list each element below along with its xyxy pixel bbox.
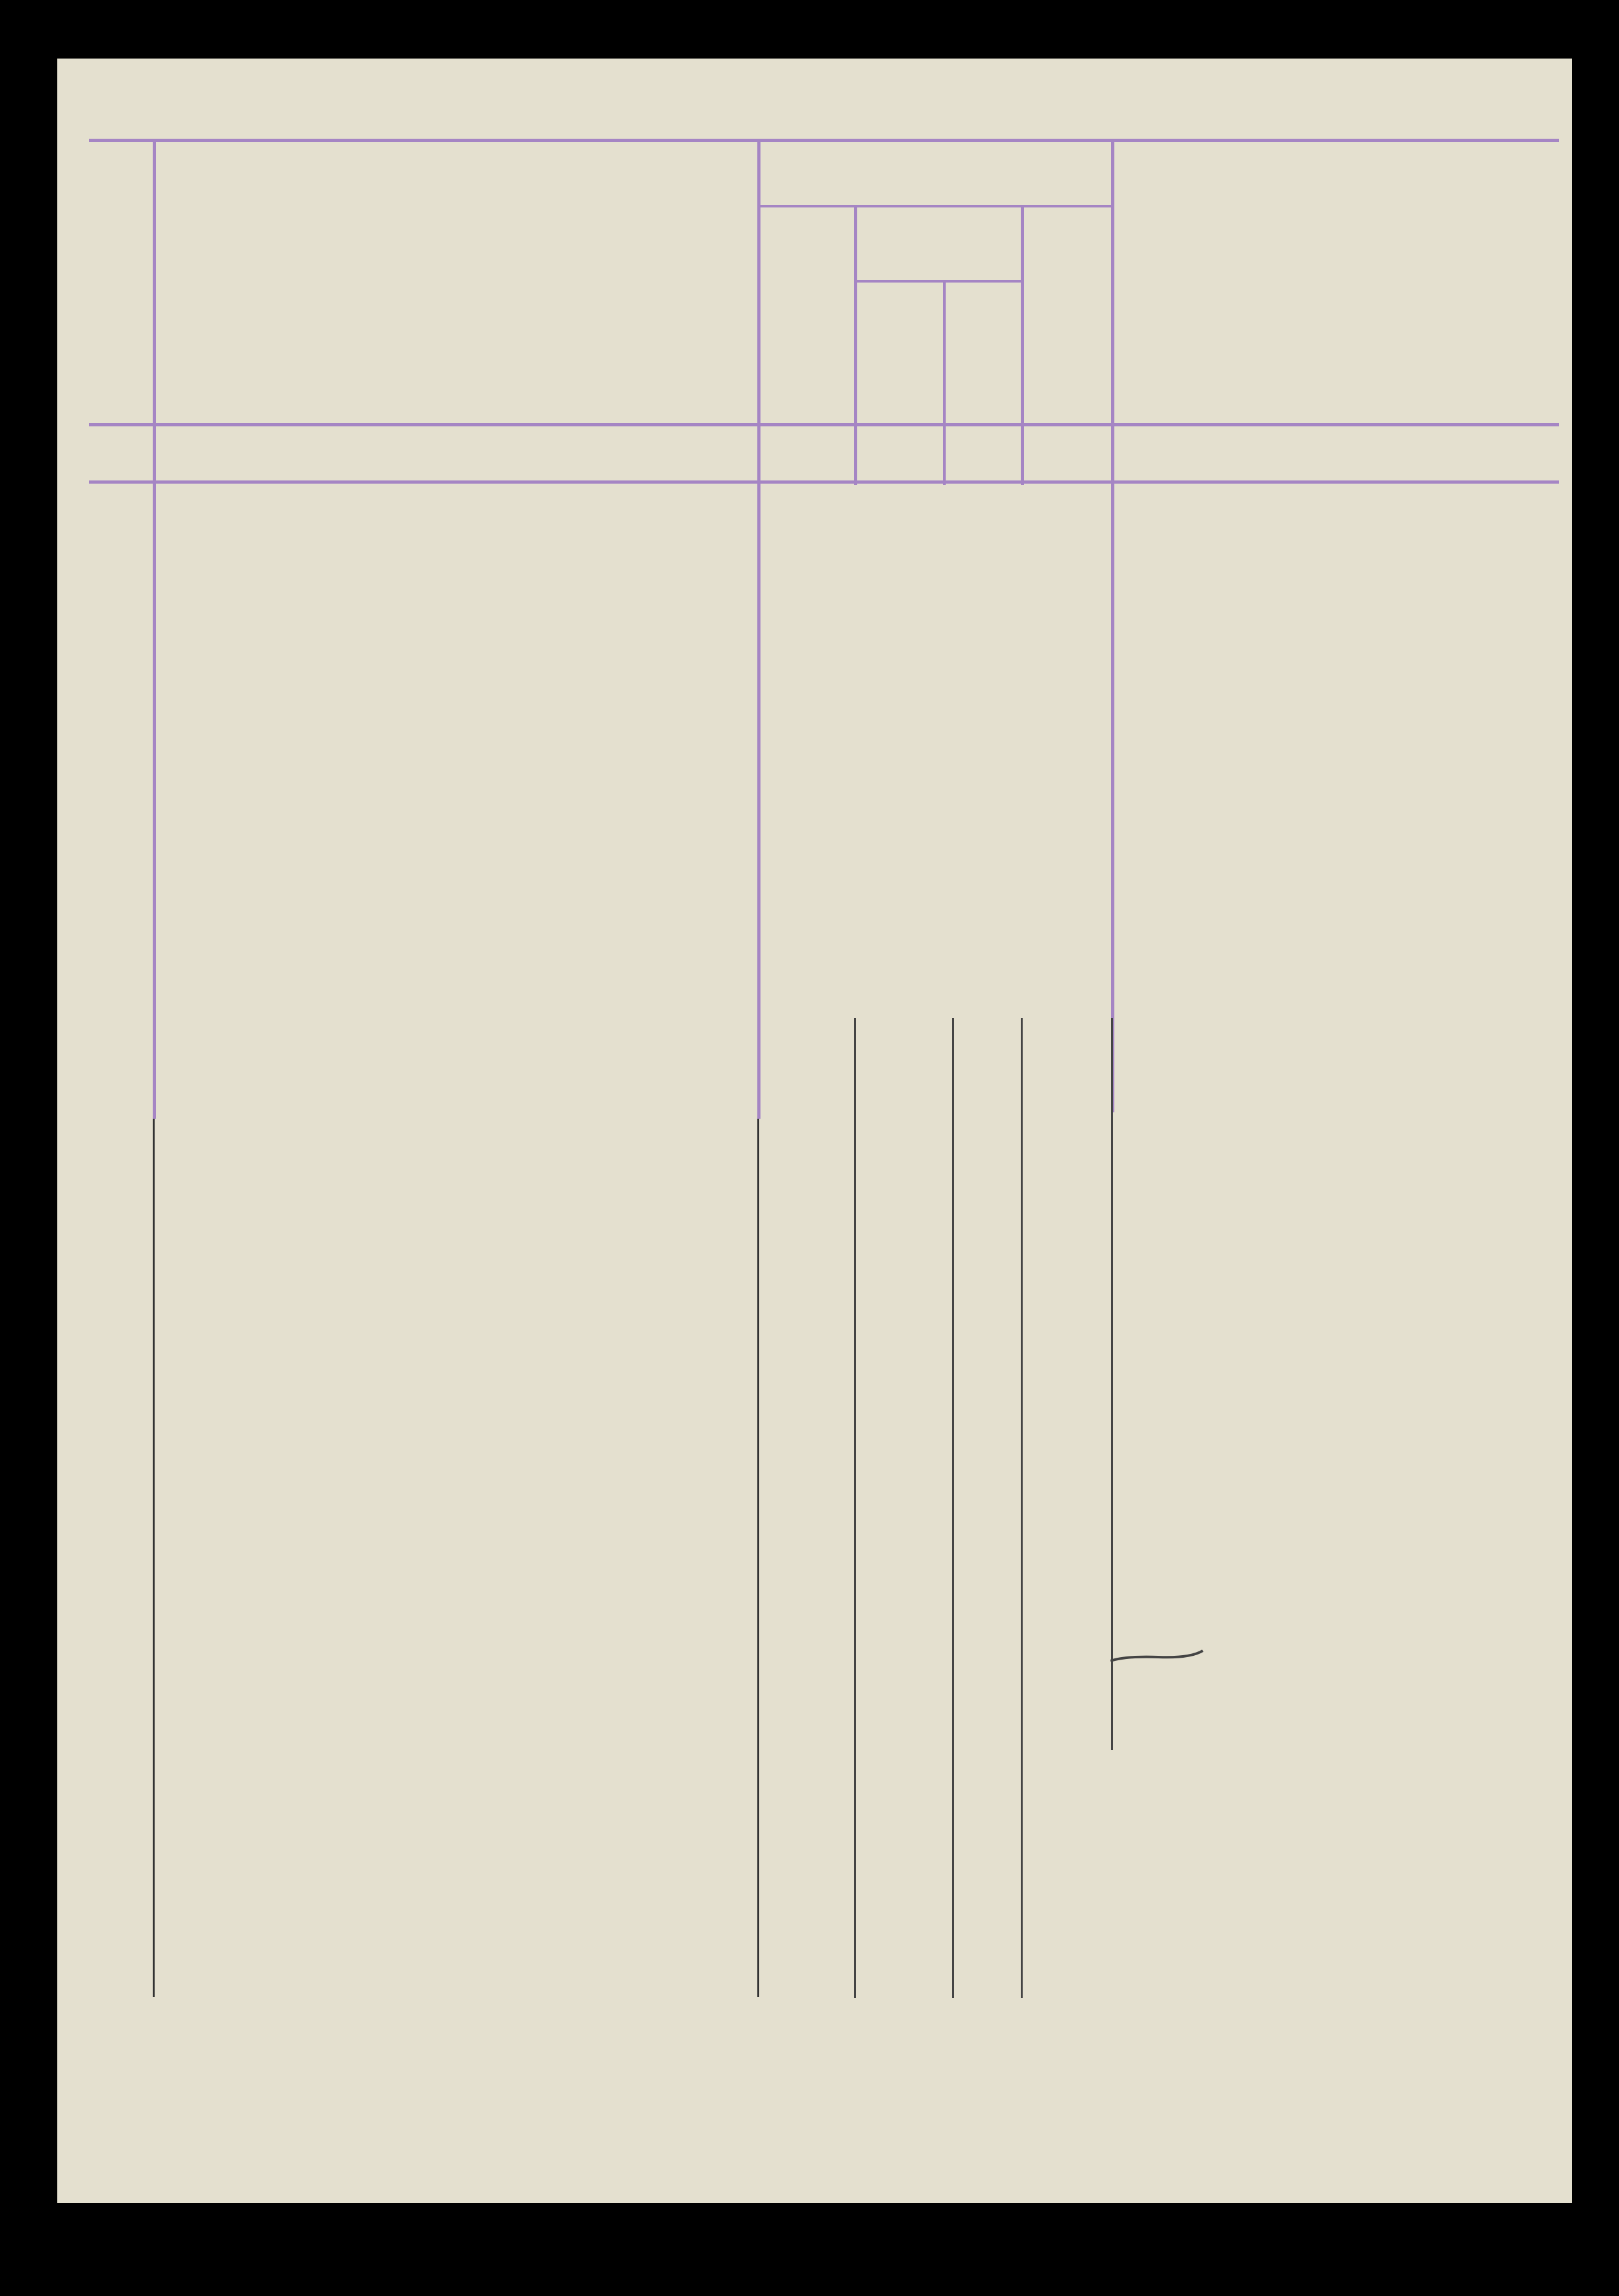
body-col-rule-1 xyxy=(153,1119,155,1997)
body-col-rule-6 xyxy=(1111,1018,1113,1750)
numbers-bottom-rule xyxy=(89,480,1559,484)
body-col-rule-4 xyxy=(952,1018,954,1998)
pencil-tick-mark xyxy=(1107,1642,1209,1667)
col-rule-3 xyxy=(854,205,857,485)
body-col-rule-2 xyxy=(757,1119,759,1997)
archive-footer-bar xyxy=(0,2203,1619,2296)
body-col-rule-3 xyxy=(854,1018,856,1998)
header-bottom-rule xyxy=(89,423,1559,426)
col-rule-1 xyxy=(153,139,156,1119)
body-col-rule-5 xyxy=(1021,1018,1023,1998)
stan-bottom-rule xyxy=(757,205,1111,207)
col-rule-6 xyxy=(1111,139,1114,1112)
document-page xyxy=(57,59,1572,2203)
table-top-rule xyxy=(89,139,1559,142)
col-rule-2 xyxy=(757,139,760,1119)
col-rule-4 xyxy=(943,280,946,485)
col-rule-5 xyxy=(1021,205,1024,485)
magaz-bottom-rule xyxy=(854,280,1021,283)
